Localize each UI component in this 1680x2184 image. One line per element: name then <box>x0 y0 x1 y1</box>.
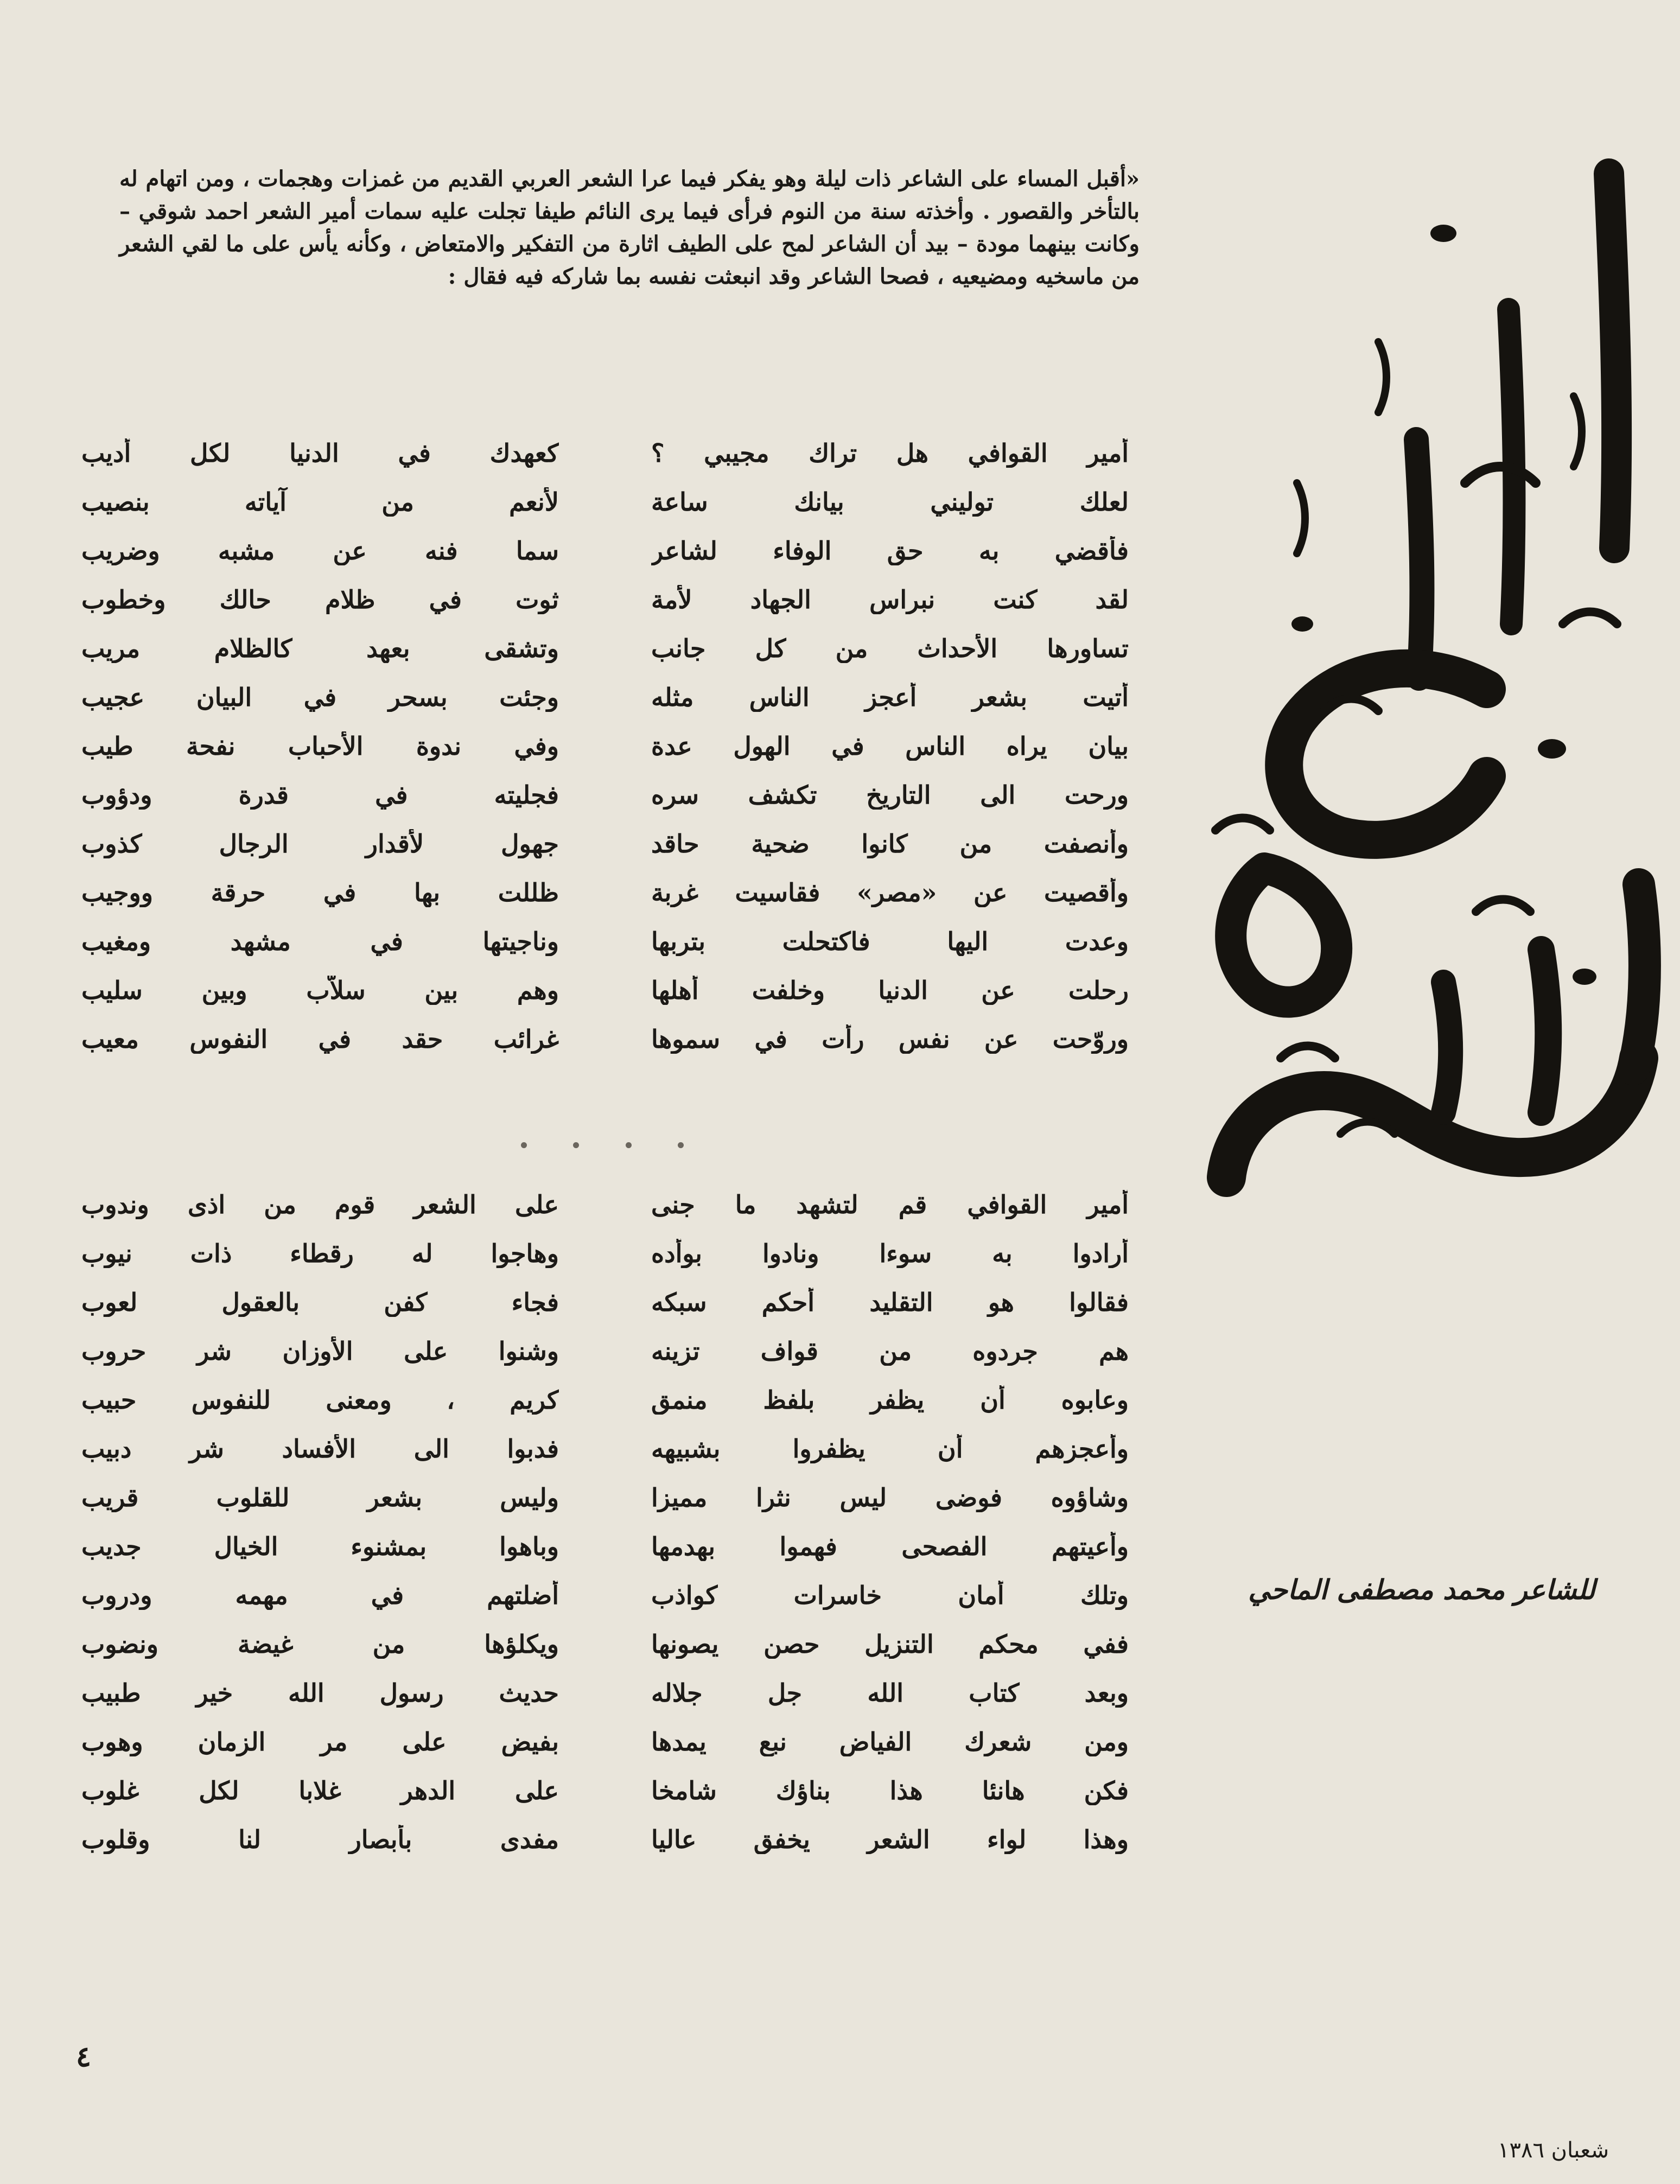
verse-first-hemistich: فأقضي به حق الوفاء لشاعر <box>651 536 1129 565</box>
verse-row <box>76 1717 1129 1766</box>
title-calligraphy-art <box>1161 136 1671 1248</box>
verse-row <box>76 1327 1129 1376</box>
intro-text: «أقبل المساء على الشاعر ذات ليلة وهو يفكر فيما عرا الشعر العربي القديم من غمزات وهجمات ، ومن اتهام له بالتأخر والقصور . وأخذته سنة من النوم فرأى فيما يرى النائم طيفا تجلت عليه سمات أمير الشعر احمد شوقي – وكانت بينهما مودة – بيد أن الشاعر لمح على الطيف اثارة من التفكير والامتعاض ، وكأنه يأس على ما لقي الشعر من ماسخيه ومضيعيه ، فصحا الشاعر وقد انبعثت نفسه بما شاركه فيه فقال : <box>119 166 1140 289</box>
verse-second-hemistich: حديث رسول الله خير طبيب <box>81 1678 559 1708</box>
verse-first-hemistich: وهذا لواء الشعر يخفق عاليا <box>651 1825 1129 1854</box>
verse-first-hemistich: رحلت عن الدنيا وخلفت أهلها <box>651 976 1129 1005</box>
verse-first-hemistich: وشاؤوه فوضى ليس نثرا مميزا <box>651 1483 1129 1512</box>
verse-second-hemistich: ويكلؤها من غيضة ونضوب <box>81 1629 559 1659</box>
verse-row <box>76 966 1129 1015</box>
verse-first-hemistich: ورحت الى التاريخ تكشف سره <box>651 780 1129 810</box>
verse-second-hemistich: فدبوا الى الأفساد شر دبيب <box>81 1434 559 1463</box>
verse-row <box>76 1376 1129 1424</box>
verse-first-hemistich: أمير القوافي هل تراك مجيبي ؟ <box>651 438 1129 468</box>
verse-row <box>76 1278 1129 1327</box>
verse-row <box>76 477 1129 526</box>
verse-row <box>76 868 1129 917</box>
verse-second-hemistich: لأنعم من آياته بنصيب <box>81 487 559 517</box>
verse-second-hemistich: وناجيتها في مشهد ومغيب <box>81 927 559 956</box>
verse-second-hemistich: سما فنه عن مشبه وضريب <box>81 536 559 565</box>
verse-row <box>76 819 1129 868</box>
verse-first-hemistich: وعدت اليها فاكتحلت بتربها <box>651 927 1129 956</box>
intro-paragraph <box>119 163 1140 293</box>
verse-second-hemistich: غرائب حقد في النفوس معيب <box>81 1024 559 1054</box>
verse-row <box>76 526 1129 575</box>
verse-first-hemistich: فقالوا هو التقليد أحكم سبكه <box>651 1288 1129 1317</box>
separator-dot <box>573 1142 579 1148</box>
verse-first-hemistich: لعلك توليني بيانك ساعة <box>651 487 1129 517</box>
verse-second-hemistich: على الشعر قوم من اذى وندوب <box>81 1190 559 1219</box>
verse-first-hemistich: وروّحت عن نفس رأت في سموها <box>651 1024 1129 1054</box>
verse-first-hemistich: وعابوه أن يظفر بلفظ منمق <box>651 1385 1129 1415</box>
verse-second-hemistich: وليس بشعر للقلوب قريب <box>81 1483 559 1512</box>
verse-row <box>76 1669 1129 1717</box>
verse-second-hemistich: كعهدك في الدنيا لكل أديب <box>81 438 559 468</box>
verse-row <box>76 722 1129 771</box>
verse-second-hemistich: ظللت بها في حرقة ووجيب <box>81 878 559 907</box>
verse-row <box>76 1571 1129 1620</box>
verse-first-hemistich: ففي محكم التنزيل حصن يصونها <box>651 1629 1129 1659</box>
verse-row <box>76 673 1129 722</box>
verse-first-hemistich: بيان يراه الناس في الهول عدة <box>651 731 1129 761</box>
verse-second-hemistich: ثوت في ظلام حالك وخطوب <box>81 585 559 614</box>
verse-second-hemistich: كريم ، ومعنى للنفوس حبيب <box>81 1385 559 1415</box>
verse-first-hemistich: وأنصفت من كانوا ضحية حاقد <box>651 829 1129 858</box>
verse-row <box>76 1229 1129 1278</box>
verse-first-hemistich: فكن هانئا هذا بناؤك شامخا <box>651 1776 1129 1805</box>
separator-dot <box>521 1142 527 1148</box>
verse-first-hemistich: أمير القوافي قم لتشهد ما جنى <box>651 1190 1129 1219</box>
verse-row <box>76 771 1129 819</box>
verse-row <box>76 1424 1129 1473</box>
verse-row <box>76 1620 1129 1669</box>
verse-second-hemistich: وتشقى بعهد كالظلام مريب <box>81 634 559 663</box>
separator-dot <box>678 1142 684 1148</box>
verse-second-hemistich: على الدهر غلابا لكل غلوب <box>81 1776 559 1805</box>
verse-first-hemistich: أتيت بشعر أعجز الناس مثله <box>651 683 1129 712</box>
verse-second-hemistich: مفدى بأبصار لنا وقلوب <box>81 1825 559 1854</box>
separator-dot <box>626 1142 632 1148</box>
verse-row <box>76 1815 1129 1864</box>
verse-second-hemistich: وشنوا على الأوزان شر حروب <box>81 1336 559 1366</box>
title-calligraphy <box>1161 136 1671 1248</box>
verse-first-hemistich: وبعد كتاب الله جل جلاله <box>651 1678 1129 1708</box>
verse-row <box>76 917 1129 966</box>
verse-row <box>76 1180 1129 1229</box>
stanza-separator <box>521 1142 684 1148</box>
verse-row <box>76 624 1129 673</box>
poem-stanza-1 <box>76 429 1129 1064</box>
verse-first-hemistich: ومن شعرك الفياض نبع يمدها <box>651 1727 1129 1756</box>
verse-second-hemistich: وهم بين سلاّب وبين سليب <box>81 976 559 1005</box>
verse-second-hemistich: وفي ندوة الأحباب نفحة طيب <box>81 731 559 761</box>
verse-first-hemistich: وتلك أمان خاسرات كواذب <box>651 1581 1129 1610</box>
verse-row <box>76 1015 1129 1064</box>
verse-first-hemistich: هم جردوه من قواف تزينه <box>651 1336 1129 1366</box>
verse-first-hemistich: أرادوا به سوءا ونادوا بوأده <box>651 1239 1129 1268</box>
verse-first-hemistich: وأقصيت عن «مصر» فقاسيت غربة <box>651 878 1129 907</box>
verse-second-hemistich: فجاء كفن بالعقول لعوب <box>81 1288 559 1317</box>
verse-second-hemistich: جهول لأقدار الرجال كذوب <box>81 829 559 858</box>
verse-second-hemistich: وجئت بسحر في البيان عجيب <box>81 683 559 712</box>
verse-row <box>76 1766 1129 1815</box>
issue-date: شعبان ١٣٨٦ <box>1498 2138 1609 2163</box>
poem-stanza-2 <box>76 1180 1129 1864</box>
verse-first-hemistich: وأعيتهم الفصحى فهموا بهدمها <box>651 1532 1129 1561</box>
verse-second-hemistich: أضلتهم في مهمه ودروب <box>81 1581 559 1610</box>
verse-first-hemistich: لقد كنت نبراس الجهاد لأمة <box>651 585 1129 614</box>
verse-row <box>76 1473 1129 1522</box>
verse-second-hemistich: بفيض على مر الزمان وهوب <box>81 1727 559 1756</box>
page-number: ٤ <box>76 2040 91 2073</box>
verse-second-hemistich: فجليته في قدرة ودؤوب <box>81 780 559 810</box>
verse-second-hemistich: وهاجوا له رقطاء ذات نيوب <box>81 1239 559 1268</box>
verse-row <box>76 1522 1129 1571</box>
poet-byline: للشاعر محمد مصطفى الماحي <box>1248 1574 1595 1606</box>
verse-first-hemistich: تساورها الأحداث من كل جانب <box>651 634 1129 663</box>
verse-second-hemistich: وباهوا بمشنوء الخيال جديب <box>81 1532 559 1561</box>
verse-first-hemistich: وأعجزهم أن يظفروا بشبيهه <box>651 1434 1129 1463</box>
verse-row <box>76 575 1129 624</box>
verse-row <box>76 429 1129 477</box>
